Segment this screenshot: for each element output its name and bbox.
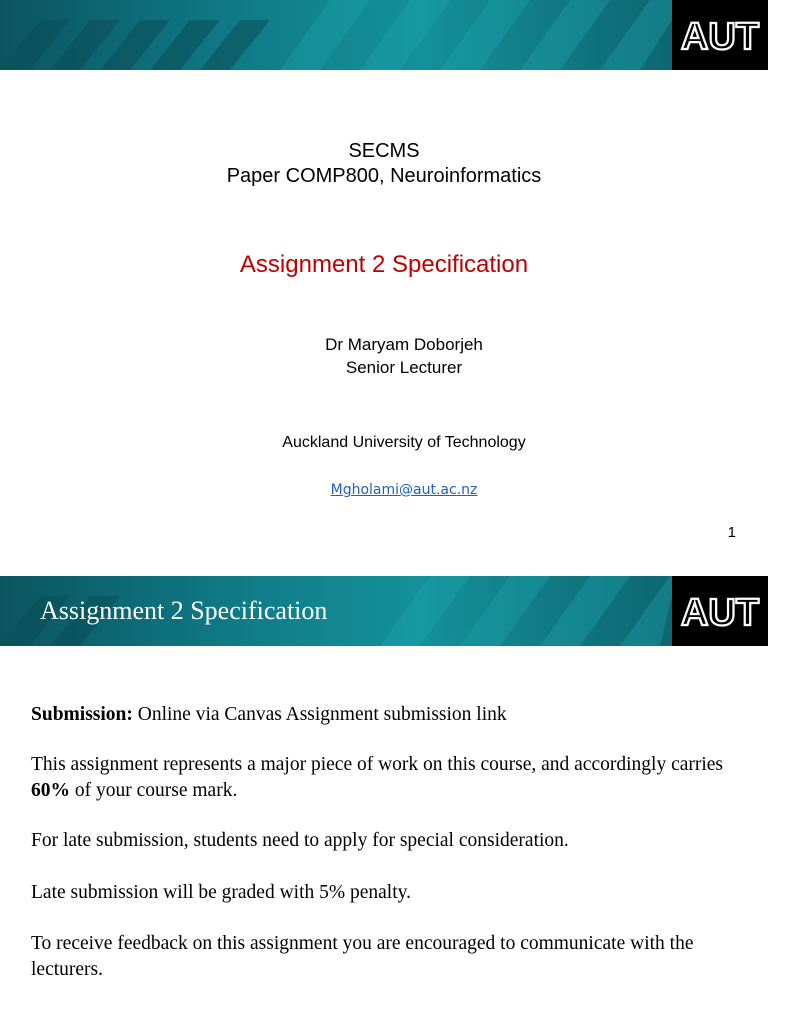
email-block xyxy=(20,481,788,499)
feedback-paragraph: To receive feedback on this assignment you are encouraged to communicate with the lecturers. xyxy=(31,933,694,980)
aut-logo xyxy=(672,576,768,646)
major-work-paragraph xyxy=(31,752,741,804)
aut-logo-icon xyxy=(680,591,760,634)
major-text-before: This assignment represents a major piece of work on this course, and accordingly carries xyxy=(31,754,724,775)
svg-text:AUT: AUT xyxy=(680,592,760,634)
svg-text:AUT: AUT xyxy=(680,16,760,58)
submission-text: Online via Canvas Assignment submission link xyxy=(132,704,507,725)
slide-2 xyxy=(0,576,768,1024)
assignment-title: Assignment 2 Specification xyxy=(239,251,529,278)
submission-label: Submission: xyxy=(31,704,133,725)
aut-logo xyxy=(672,0,768,70)
header-banner xyxy=(0,0,768,70)
late-consideration-paragraph: For late submission, students need to apply for special consideration. xyxy=(31,830,569,851)
major-percent: 60% xyxy=(31,780,70,801)
banner-pattern xyxy=(0,0,672,70)
major-text-after: of your course mark. xyxy=(70,780,238,801)
paper-title: Paper COMP800, Neuroinformatics xyxy=(226,165,542,187)
lecturer-name: Dr Maryam Doborjeh xyxy=(325,335,483,354)
page-number: 1 xyxy=(727,524,736,541)
email-link[interactable]: Mgholami@aut.ac.nz xyxy=(330,482,478,498)
university-name: Auckland University of Technology xyxy=(282,434,526,451)
slide-gap xyxy=(0,560,768,576)
late-penalty-paragraph: Late submission will be graded with 5% penalty. xyxy=(31,882,411,903)
header-banner xyxy=(0,576,768,646)
banner-title: Assignment 2 Specification xyxy=(40,596,328,625)
lecturer-role: Senior Lecturer xyxy=(345,358,463,377)
aut-logo-icon xyxy=(680,15,760,58)
school-name: SECMS xyxy=(348,140,420,162)
submission-paragraph xyxy=(31,702,741,728)
